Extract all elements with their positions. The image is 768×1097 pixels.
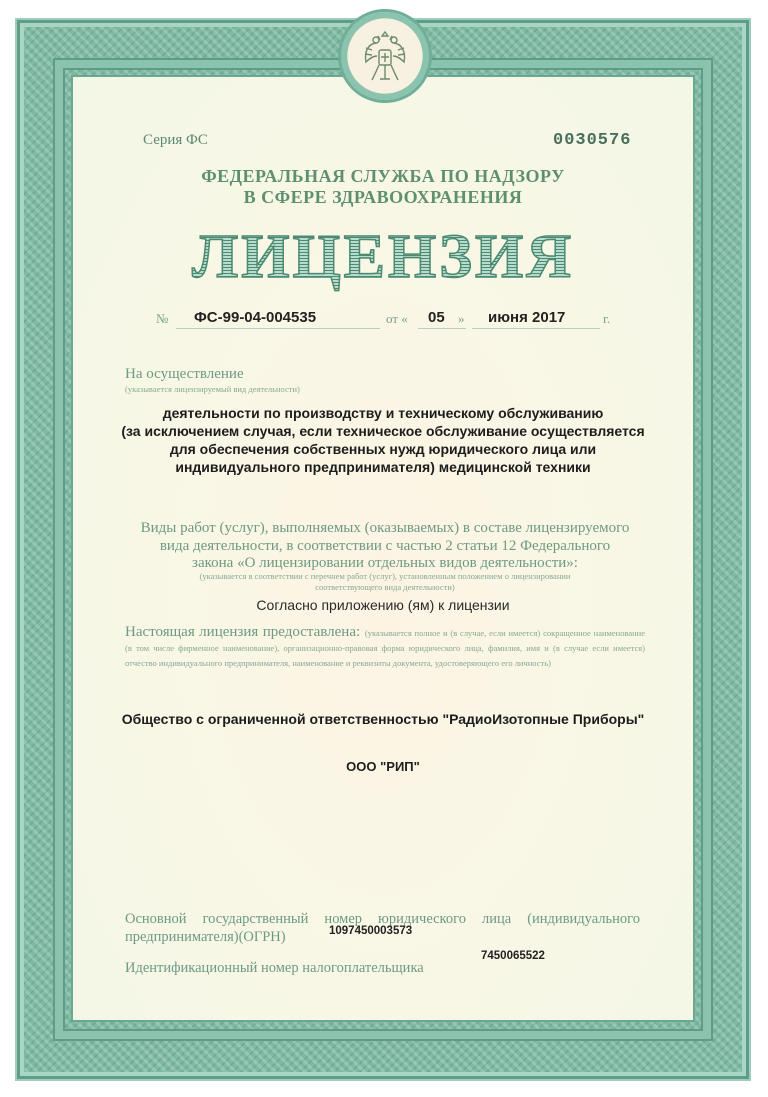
agency-name-line-2: В СФЕРЕ ЗДРАВООХРАНЕНИЯ xyxy=(243,187,523,207)
agency-name-line-1: ФЕДЕРАЛЬНАЯ СЛУЖБА ПО НАДЗОРУ xyxy=(201,166,565,186)
organization-short-name: ООО "РИП" xyxy=(346,759,420,774)
day-underline xyxy=(418,328,466,329)
ogrn-value: 1097450003573 xyxy=(329,925,413,937)
activity-line: индивидуального предпринимателя) медицинской техники xyxy=(175,459,591,475)
grantee-label: Настоящая лицензия предоставлена: xyxy=(125,624,361,640)
russian-coat-of-arms-icon xyxy=(360,26,410,86)
works-label xyxy=(115,520,655,573)
document-title: ЛИЦЕНЗИЯ xyxy=(73,222,693,293)
licensed-activity xyxy=(73,404,693,476)
number-underline xyxy=(176,328,380,329)
works-hint xyxy=(150,571,620,593)
series-label: Серия ФС xyxy=(143,132,208,148)
works-value: Согласно приложению (ям) к лицензии xyxy=(256,597,510,613)
activity-label: На осуществление xyxy=(125,366,244,382)
grantee-hint: (указывается полное и (в случае, если имеется) сокращенное наименование (в том числе фирменное наименование), организационно-правовая форма юридического лица, фамилия, имя и (в случае если имеется) отчество индивидуального предпринимателя, наименование и реквизиты документа, удостоверяющего его личность) xyxy=(125,628,646,668)
works-line: закона «О лицензировании отдельных видов деятельности»: xyxy=(192,555,578,571)
month-underline xyxy=(472,328,600,329)
activity-line: деятельности по производству и техническому обслуживанию xyxy=(162,405,604,421)
from-label: от « xyxy=(386,311,408,326)
license-number: ФС-99-04-004535 xyxy=(194,309,317,326)
license-day: 05 xyxy=(428,309,445,326)
grantee-block xyxy=(125,625,645,670)
activity-hint: (указывается лицензируемый вид деятельности) xyxy=(125,384,300,394)
inn-label: Идентификационный номер налогоплательщика xyxy=(125,960,424,976)
close-quote: » xyxy=(458,311,465,326)
inn-value: 7450065522 xyxy=(481,950,545,962)
license-month-year: июня 2017 xyxy=(488,309,566,326)
number-sign: № xyxy=(156,311,169,326)
activity-line: (за исключением случая, если техническое обслуживание осуществляется xyxy=(121,423,645,439)
form-number: 0030576 xyxy=(553,131,632,150)
works-hint-line: (указывается в соответствии с перечнем работ (услуг), установленным положением о лицензировании xyxy=(199,571,571,581)
ogrn-label: Основной государственный номер юридического лица (индивидуального предпринимателя)(ОГРН) xyxy=(125,911,640,945)
organization-full-name: Общество с ограниченной ответственностью "РадиоИзотопные Приборы" xyxy=(121,711,645,727)
activity-line: для обеспечения собственных нужд юридического лица или xyxy=(169,441,597,457)
works-line: вида деятельности, в соответствии с частью 2 статьи 12 Федерального xyxy=(159,537,611,554)
year-suffix: г. xyxy=(603,311,611,326)
emblem-medallion xyxy=(341,12,429,100)
works-line: Виды работ (услуг), выполняемых (оказываемых) в составе лицензируемого xyxy=(140,520,630,536)
works-hint-line: соответствующего вида деятельности) xyxy=(315,582,455,592)
license-number-line xyxy=(150,303,620,331)
